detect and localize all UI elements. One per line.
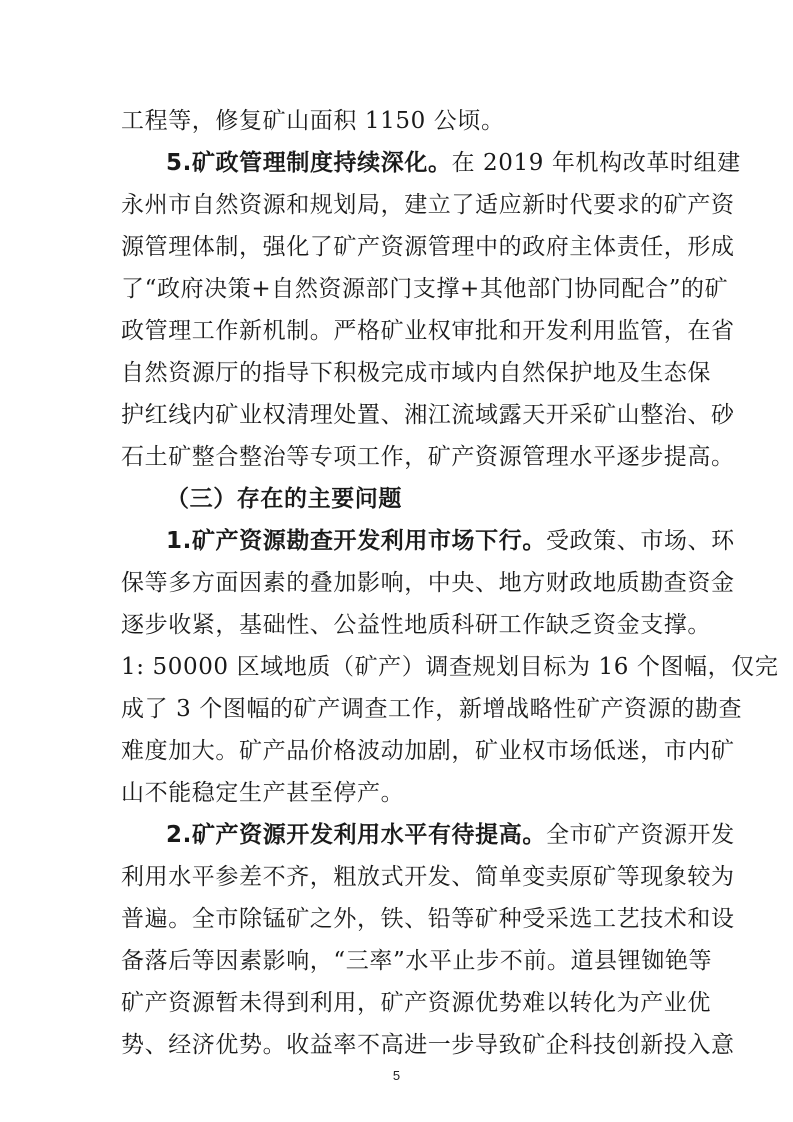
paragraph-line: 自然资源厅的指导下积极完成市域内自然保护地及生态保 <box>121 360 711 386</box>
paragraph-line: 了“政府决策+自然资源部门支撑+其他部门协同配合”的矿 <box>121 276 729 302</box>
paragraph-line: 石土矿整合整治等专项工作，矿产资源管理水平逐步提高。 <box>121 444 735 470</box>
paragraph-line <box>166 820 735 850</box>
paragraph-line: 势、经济优势。收益率不高进一步导致矿企科技创新投入意 <box>121 1032 735 1058</box>
paragraph-line: 利用水平参差不齐，粗放式开发、简单变卖原矿等现象较为 <box>121 864 735 890</box>
paragraph-line: 永州市自然资源和规划局，建立了适应新时代要求的矿产资 <box>121 192 735 218</box>
paragraph-line: 1: 50000 区域地质（矿产）调查规划目标为 16 个图幅，仅完 <box>121 654 779 680</box>
paragraph-line: 工程等，修复矿山面积 1150 公顷。 <box>121 108 505 134</box>
paragraph-line: 成了 3 个图幅的矿产调查工作，新增战略性矿产资源的勘查 <box>121 696 743 722</box>
paragraph-text: 受政策、市场、环 <box>545 528 735 554</box>
paragraph-heading: 1.矿产资源勘查开发利用市场下行。 <box>166 528 546 554</box>
paragraph-line: 普遍。全市除锰矿之外，铁、铅等矿种受采选工艺技术和设 <box>121 906 735 932</box>
paragraph-text: 在 2019 年机构改革时组建 <box>451 150 741 176</box>
paragraph-heading: 2.矿产资源开发利用水平有待提高。 <box>166 822 546 848</box>
paragraph-text: 全市矿产资源开发 <box>545 822 735 848</box>
paragraph-line: 难度加大。矿产品价格波动加剧，矿业权市场低迷，市内矿 <box>121 738 735 764</box>
paragraph-line: 源管理体制，强化了矿产资源管理中的政府主体责任，形成 <box>121 234 735 260</box>
paragraph-line: 矿产资源暂未得到利用，矿产资源优势难以转化为产业优 <box>121 990 711 1016</box>
paragraph-line: 护红线内矿业权清理处置、湘江流域露天开采矿山整治、砂 <box>121 402 735 428</box>
paragraph-line: 逐步收紧，基础性、公益性地质科研工作缺乏资金支撑。 <box>121 612 711 638</box>
paragraph-line: 政管理工作新机制。严格矿业权审批和开发利用监管，在省 <box>121 318 735 344</box>
paragraph-line <box>166 148 741 178</box>
page-number: 5 <box>392 1068 401 1083</box>
paragraph-line: 山不能稳定生产甚至停产。 <box>121 780 405 806</box>
paragraph-line <box>166 526 735 556</box>
paragraph-heading: 5.矿政管理制度持续深化。 <box>166 150 452 176</box>
paragraph-line: 备落后等因素影响，“三率”水平止步不前。道县锂铷铯等 <box>121 948 713 974</box>
section-heading: （三）存在的主要问题 <box>166 486 402 512</box>
paragraph-line: 保等多方面因素的叠加影响，中央、地方财政地质勘查资金 <box>121 570 735 596</box>
